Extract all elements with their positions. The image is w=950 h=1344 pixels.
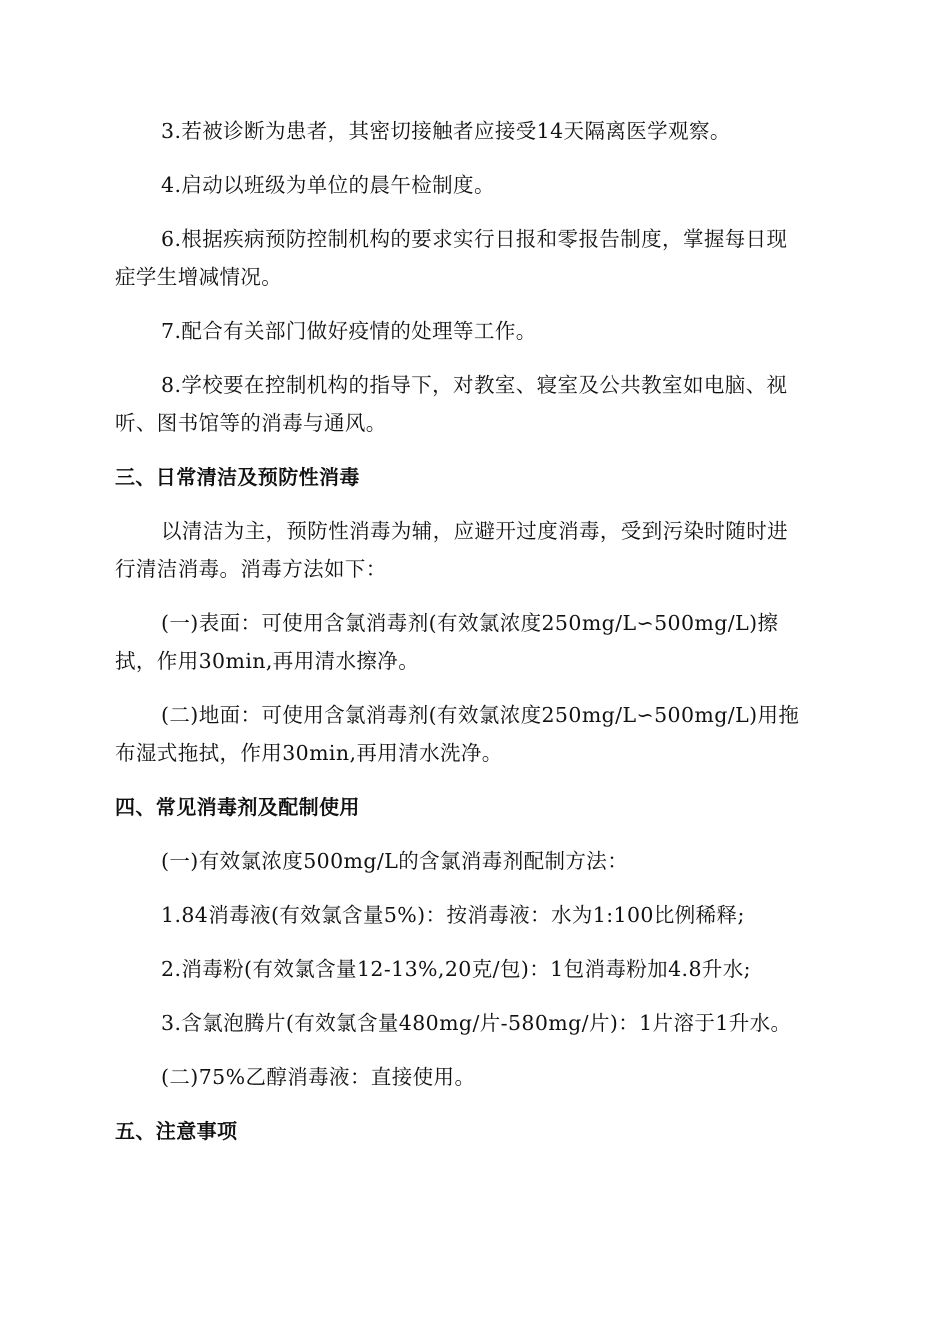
- floor-disinfection-line2: 布湿式拖拭，作用30min,再用清水洗净。: [115, 741, 503, 765]
- list-item-8-line2: 听、图书馆等的消毒与通风。: [115, 411, 387, 435]
- section4-item2: 2.消毒粉(有效氯含量12-13%,20克/包)：1包消毒粉加4.8升水;: [161, 957, 751, 981]
- list-item-7: 7.配合有关部门做好疫情的处理等工作。: [161, 319, 537, 343]
- section4-heading: 四、常见消毒剂及配制使用: [115, 795, 360, 819]
- floor-disinfection-line1: (二)地面：可使用含氯消毒剂(有效氯浓度250mg/L∽500mg/L)用拖: [161, 703, 800, 727]
- section4-item3: 3.含氯泡腾片(有效氯含量480mg/片-580mg/片)：1片溶于1升水。: [161, 1011, 792, 1035]
- list-item-6-line1: 6.根据疾病预防控制机构的要求实行日报和零报告制度，掌握每日现: [161, 227, 788, 251]
- section4-sub2: (二)75%乙醇消毒液：直接使用。: [161, 1065, 476, 1089]
- list-item-3: 3.若被诊断为患者，其密切接触者应接受14天隔离医学观察。: [161, 119, 731, 143]
- section4-item1: 1.84消毒液(有效氯含量5%)：按消毒液：水为1:100比例稀释;: [161, 903, 745, 927]
- list-item-8-line1: 8.学校要在控制机构的指导下，对教室、寝室及公共教室如电脑、视: [161, 373, 788, 397]
- section3-heading: 三、日常清洁及预防性消毒: [115, 465, 360, 489]
- list-item-4: 4.启动以班级为单位的晨午检制度。: [161, 173, 495, 197]
- surface-disinfection-line1: (一)表面：可使用含氯消毒剂(有效氯浓度250mg/L∽500mg/L)擦: [161, 611, 779, 635]
- section4-sub1: (一)有效氯浓度500mg/L的含氯消毒剂配制方法：: [161, 849, 629, 873]
- section3-intro-line1: 以清洁为主，预防性消毒为辅，应避开过度消毒，受到污染时随时进: [161, 519, 788, 543]
- list-item-6-line2: 症学生增减情况。: [115, 265, 283, 289]
- section3-intro-line2: 行清洁消毒。消毒方法如下：: [115, 557, 387, 581]
- section5-heading: 五、注意事项: [115, 1119, 238, 1143]
- surface-disinfection-line2: 拭，作用30min,再用清水擦净。: [115, 649, 420, 673]
